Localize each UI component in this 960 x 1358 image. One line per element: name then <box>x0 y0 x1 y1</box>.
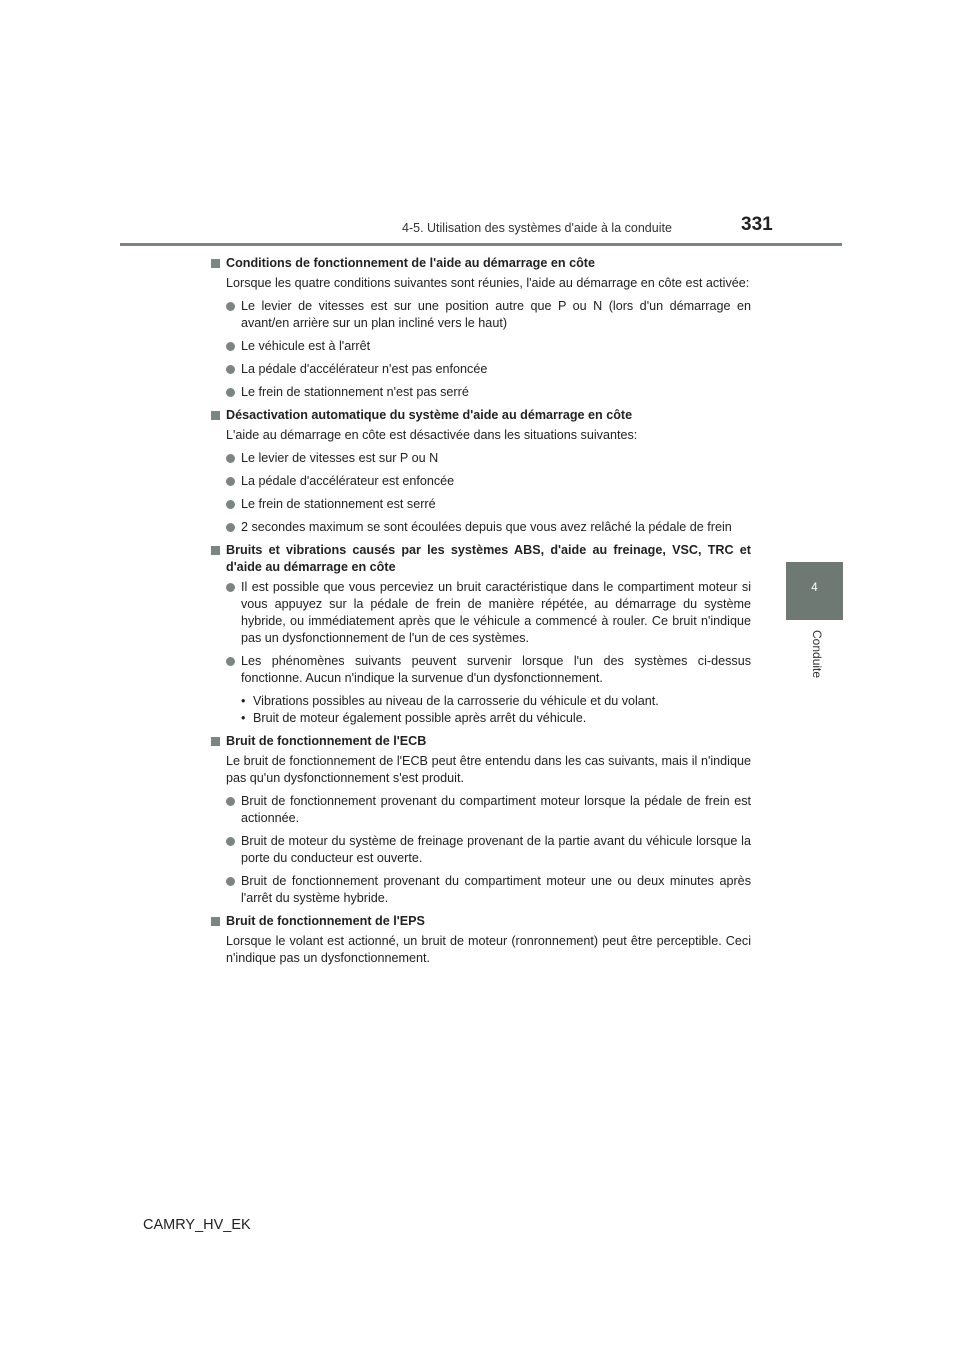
circle-bullet-icon <box>226 342 235 351</box>
circle-bullet-icon <box>226 797 235 806</box>
sub-list-item: • Bruit de moteur également possible après arrêt du véhicule. <box>241 711 587 725</box>
list-item: Il est possible que vous perceviez un bruit caractéristique dans le compartiment moteur si vous appuyez sur la pédale de frein de manière répétée, au démarrage du système hybride, ou immédiatement après que le véhicule a commencé à rouler. Ce bruit n'indique pas un dysfonctionnement de l'un de ces systèmes. <box>211 579 751 647</box>
square-bullet-icon <box>211 546 220 555</box>
section-eps-noise <box>211 913 751 967</box>
document-id: CAMRY_HV_EK <box>143 1217 251 1233</box>
circle-bullet-icon <box>226 837 235 846</box>
section-title: Bruit de fonctionnement de l'ECB <box>211 733 751 750</box>
circle-bullet-icon <box>226 477 235 486</box>
chapter-tab-number: 4 <box>811 582 818 594</box>
sub-list-item: • Vibrations possibles au niveau de la carrosserie du véhicule et du volant. <box>241 694 659 708</box>
square-bullet-icon <box>211 411 220 420</box>
section-ecb-noise <box>211 733 751 907</box>
circle-bullet-icon <box>226 583 235 592</box>
list-item: Le véhicule est à l'arrêt <box>211 338 751 355</box>
page-content <box>211 255 751 973</box>
sub-list <box>211 693 751 727</box>
section-intro: L'aide au démarrage en côte est désactivée dans les situations suivantes: <box>226 428 638 442</box>
chapter-tab-label: Conduite <box>810 630 824 679</box>
circle-bullet-icon <box>226 388 235 397</box>
circle-bullet-icon <box>226 454 235 463</box>
chapter-tab[interactable] <box>786 562 843 620</box>
section-intro: Lorsque les quatre conditions suivantes sont réunies, l'aide au démarrage en côte est activée: <box>226 276 750 290</box>
list-item: Le frein de stationnement n'est pas serré <box>211 384 751 401</box>
circle-bullet-icon <box>226 302 235 311</box>
section-intro: Lorsque le volant est actionné, un bruit de moteur (ronronnement) peut être perceptible. Ceci n'indique pas un dysfonctionnement. <box>226 934 751 965</box>
list-item: Bruit de fonctionnement provenant du compartiment moteur lorsque la pédale de frein est actionnée. <box>211 793 751 827</box>
list-item: Les phénomènes suivants peuvent survenir lorsque l'un des systèmes ci-dessus fonctionne. Aucun n'indique la survenue d'un dysfonctionnement. <box>211 653 751 687</box>
circle-bullet-icon <box>226 877 235 886</box>
section-noise-vibrations <box>211 542 751 727</box>
square-bullet-icon <box>211 259 220 268</box>
section-hill-start-conditions <box>211 255 751 401</box>
list-item: Bruit de fonctionnement provenant du compartiment moteur une ou deux minutes après l'arrêt du système hybride. <box>211 873 751 907</box>
list-item: Le frein de stationnement est serré <box>211 496 751 513</box>
circle-bullet-icon <box>226 523 235 532</box>
list-item: Bruit de moteur du système de freinage provenant de la partie avant du véhicule lorsque la porte du conducteur est ouverte. <box>211 833 751 867</box>
list-item: Le levier de vitesses est sur une position autre que P ou N (lors d'un démarrage en avant/en arrière sur un plan incliné vers le haut) <box>211 298 751 332</box>
section-title: Bruit de fonctionnement de l'EPS <box>211 913 751 930</box>
page-number: 331 <box>741 214 773 235</box>
square-bullet-icon <box>211 917 220 926</box>
section-automatic-deactivation <box>211 407 751 536</box>
list-item: 2 secondes maximum se sont écoulées depuis que vous avez relâché la pédale de frein <box>211 519 751 536</box>
circle-bullet-icon <box>226 657 235 666</box>
section-title: Désactivation automatique du système d'aide au démarrage en côte <box>211 407 751 424</box>
header-section-title: 4-5. Utilisation des systèmes d'aide à la conduite <box>402 221 672 235</box>
section-intro: Le bruit de fonctionnement de l'ECB peut être entendu dans les cas suivants, mais il n'indique pas qu'un dysfonctionnement s'est produit. <box>226 754 751 785</box>
header-rule <box>120 243 842 246</box>
section-title: Conditions de fonctionnement de l'aide au démarrage en côte <box>211 255 751 272</box>
circle-bullet-icon <box>226 500 235 509</box>
list-item: La pédale d'accélérateur n'est pas enfoncée <box>211 361 751 378</box>
list-item: La pédale d'accélérateur est enfoncée <box>211 473 751 490</box>
circle-bullet-icon <box>226 365 235 374</box>
section-title: Bruits et vibrations causés par les systèmes ABS, d'aide au freinage, VSC, TRC et d'aide au démarrage en côte <box>211 542 751 576</box>
list-item: Le levier de vitesses est sur P ou N <box>211 450 751 467</box>
square-bullet-icon <box>211 737 220 746</box>
